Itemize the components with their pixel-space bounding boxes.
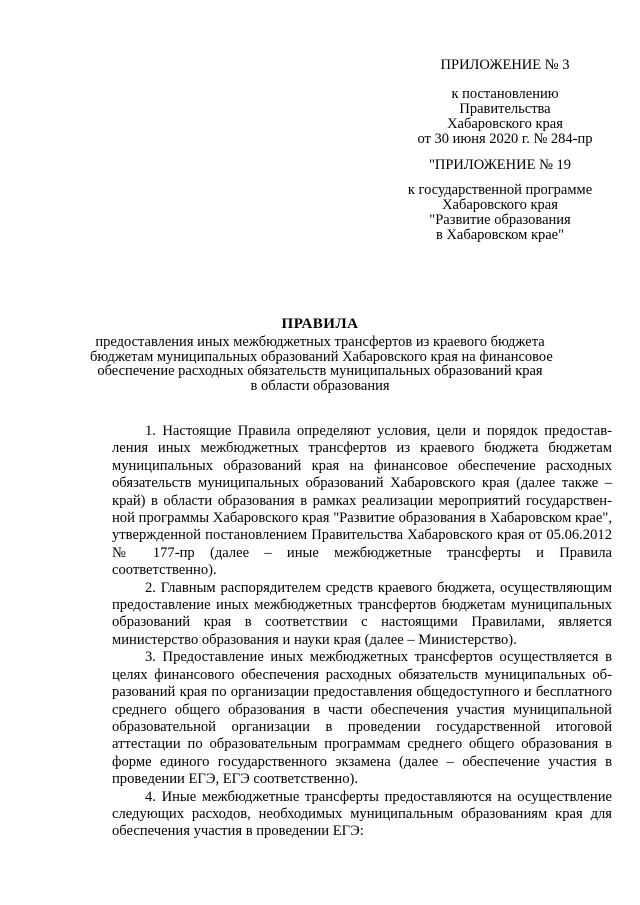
annex-19-line: в Хабаровском крае" <box>435 227 565 243</box>
annex-3-line: Правительства <box>459 101 551 117</box>
document-body <box>112 423 612 841</box>
paragraph-2: 2. Главным распорядителем средств краевого бюджета, осуществляющим предоставление иных межбюджетных трансфертов бюджетам муниципальных образований края в соответствии с настоящими Правилами, является министерство образования и науки края (далее – Министерство). <box>112 579 612 648</box>
annex-3-heading: ПРИЛОЖЕНИЕ № 3 <box>440 57 570 73</box>
paragraph-4: 4. Иные межбюджетные трансферты предоставляются на осуществление следующих расходов, необходимых муниципальным образованиям края для обеспечения участия в проведении ЕГЭ: <box>112 788 612 840</box>
annex-3-header <box>405 58 605 147</box>
paragraph-3: 3. Предоставление иных межбюджетных трансфертов осуществляется в целях финансового обеспечения расходных обязательств муниципальных образований края по организации предоставления общедоступного и бесплатного среднего общего образования в части обеспечения участия муниципальной образовательной организации в проведении государственной итоговой аттестации по образовательным программам среднего общего образования в форме единого государственного экзамена (далее – обеспечение участия в проведении ЕГЭ, ЕГЭ соответственно). <box>112 649 612 788</box>
subtitle-line: обеспечение расходных обязательств муниципальных образований края <box>97 363 543 380</box>
annex-19-line: "Развитие образования <box>429 212 571 228</box>
document-title: ПРАВИЛА <box>281 316 359 332</box>
annex-3-line: к постановлению <box>451 86 559 102</box>
annex-19-header <box>395 158 605 243</box>
annex-19-line: к государственной программе <box>407 182 593 198</box>
subtitle-line: предоставления иных межбюджетных трансфертов из краевого бюджета <box>95 334 545 350</box>
document-subtitle <box>90 334 553 394</box>
annex-19-heading: "ПРИЛОЖЕНИЕ № 19 <box>428 157 572 173</box>
paragraph-1: 1. Настоящие Правила определяют условия, цели и порядок предоставления иных межбюджетных трансфертов из краевого бюджета бюджетам муниципальных образований края на финансовое обеспечение расходных обязательств муниципальных образований Хабаровского края (далее также – край) в области образования в рамках реализации мероприятий государственной программы Хабаровского края "Развитие образования в Хабаровском крае", утвержденной постановлением Правительства Хабаровского края от 05.06.2012 № 177-пр (далее – иные межбюджетные трансферты и Правила соответственно). <box>112 423 612 579</box>
annex-19-line: Хабаровского края <box>442 197 558 213</box>
subtitle-line: бюджетам муниципальных образований Хабаровского края на финансовое <box>90 348 553 365</box>
annex-3-line: Хабаровского края <box>447 116 563 132</box>
subtitle-line: в области образования <box>250 377 390 394</box>
annex-3-date-line: от 30 июня 2020 г. № 284-пр <box>417 131 593 147</box>
